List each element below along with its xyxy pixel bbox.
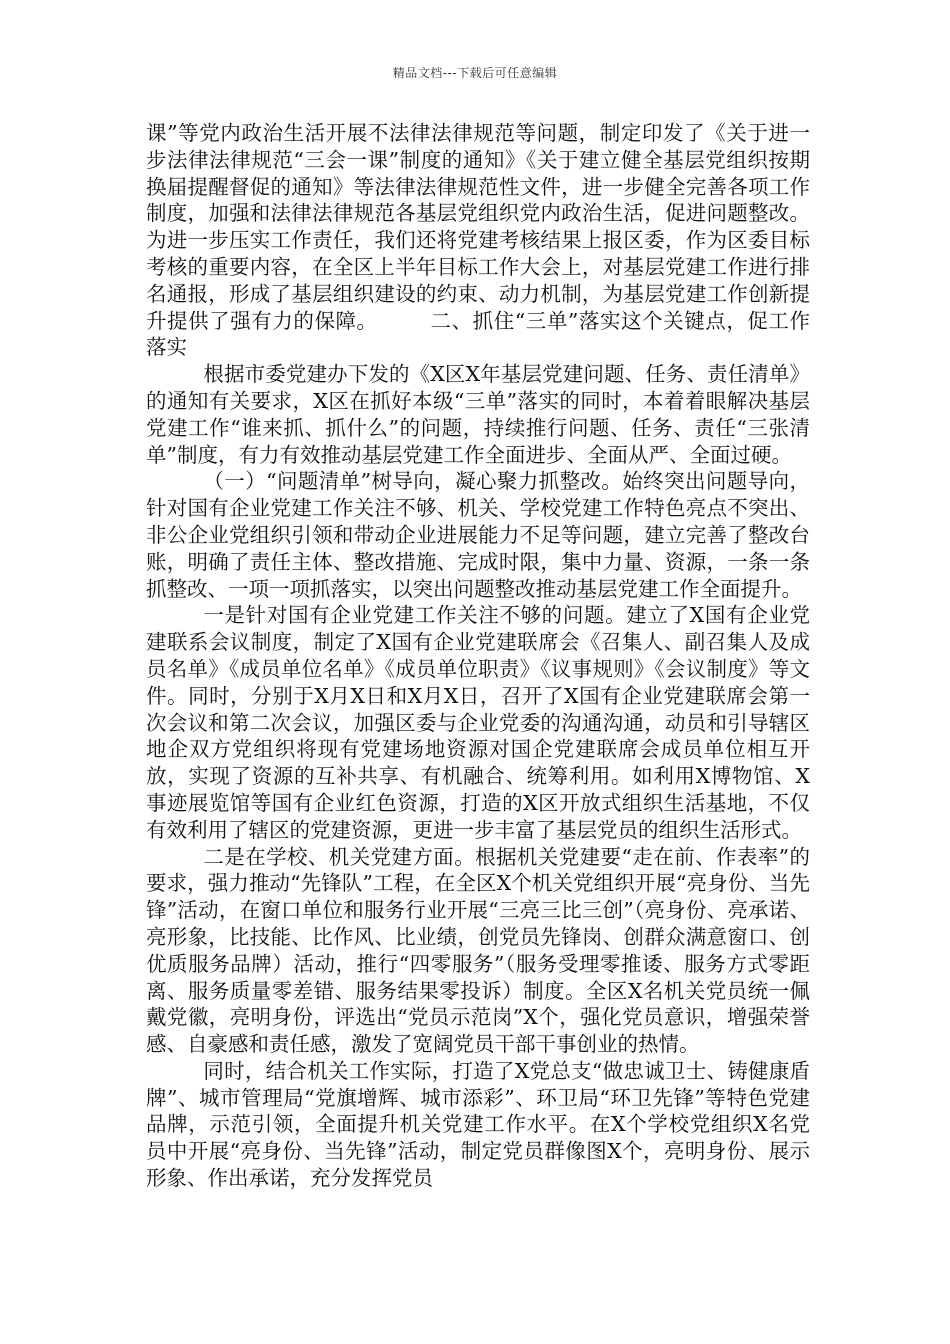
paragraph-2: 根据市委党建办下发的《X区X年基层党建问题、任务、责任清单》的通知有关要求，X区在抓好本级“三单”落实的同时，本着着眼解决基层党建工作“谁来抓、抓什么”的问题，持续推行问题、任务、责任“三张清单”制度，有力有效推动基层党建工作全面进步、全面从严、全面过硬。 (146, 362, 810, 467)
paragraph-3: （一）“问题清单”树导向，凝心聚力抓整改。始终突出问题导向，针对国有企业党建工作关注不够、机关、学校党建工作特色亮点不突出、非公企业党组织引领和带动企业进展能力不足等问题，建立完善了整改台账，明确了责任主体、整改措施、完成时限，集中力量、资源，一条一条抓整改、一项一项抓落实，以突出问题整改推动基层党建工作全面提升。 (146, 469, 810, 601)
page-header: 精品文档---下载后可任意编辑 (392, 66, 558, 80)
paragraph-6: 同时，结合机关工作实际，打造了X党总支“做忠诚卫士、铸健康盾牌”、城市管理局“党旗增辉、城市添彩”、环卫局“环卫先锋”等特色党建品牌，示范引领，全面提升机关党建工作水平。在X个学校党组织X名党员中开展“亮身份、当先锋”活动，制定党员群像图X个，亮明身份、展示形象、作出承诺，充分发挥党员 (146, 1058, 810, 1191)
document-body (146, 120, 810, 1192)
paragraph-4: 一是针对国有企业党建工作关注不够的问题。建立了X国有企业党建联系会议制度，制定了X国有企业党建联席会《召集人、副召集人及成员名单》《成员单位名单》《成员单位职责》《议事规则》《会议制度》等文件。同时，分别于X月X日和X月X日，召开了X国有企业党建联席会第一次会议和第二次会议，加强区委与企业党委的沟通沟通，动员和引导辖区地企双方党组织将现有党建场地资源对国企党建联席会成员单位相互开放，实现了资源的互补共享、有机融合、统筹利用。如利用X博物馆、X事迹展览馆等国有企业红色资源，打造的X区开放式组织生活基地，不仅有效利用了辖区的党建资源，更进一步丰富了基层党员的组织生活形式。 (146, 603, 810, 842)
paragraph-1: 课”等党内政治生活开展不法律法律规范等问题，制定印发了《关于进一步法律法律规范“三会一课”制度的通知》《关于建立健全基层党组织按期换届提醒督促的通知》等法律法律规范性文件，进一步健全完善各项工作制度，加强和法律法律规范各基层党组织党内政治生活，促进问题整改。为进一步压实工作责任，我们还将党建考核结果上报区委，作为区委目标考核的重要内容，在全区上半年目标工作大会上，对基层党建工作进行排名通报，形成了基层组织建设的约束、动力机制，为基层党建工作创新提升提供了强有力的保障。 二、抓住“三单”落实这个关键点，促工作落实 (146, 121, 810, 360)
paragraph-5: 二是在学校、机关党建方面。根据机关党建要“走在前、作表率”的要求，强力推动“先锋队”工程，在全区X个机关党组织开展“亮身份、当先锋”活动，在窗口单位和服务行业开展“三亮三比三创”（亮身份、亮承诺、亮形象，比技能、比作风、比业绩，创党员先锋岗、创群众满意窗口、创优质服务品牌）活动，推行“四零服务”（服务受理零推诿、服务方式零距离、服务质量零差错、服务结果零投诉）制度。全区X名机关党员统一佩戴党徽，亮明身份，评选出“党员示范岗”X个，强化党员意识，增强荣誉感、自豪感和责任感，激发了宽阔党员干部干事创业的热情。 (146, 844, 810, 1057)
